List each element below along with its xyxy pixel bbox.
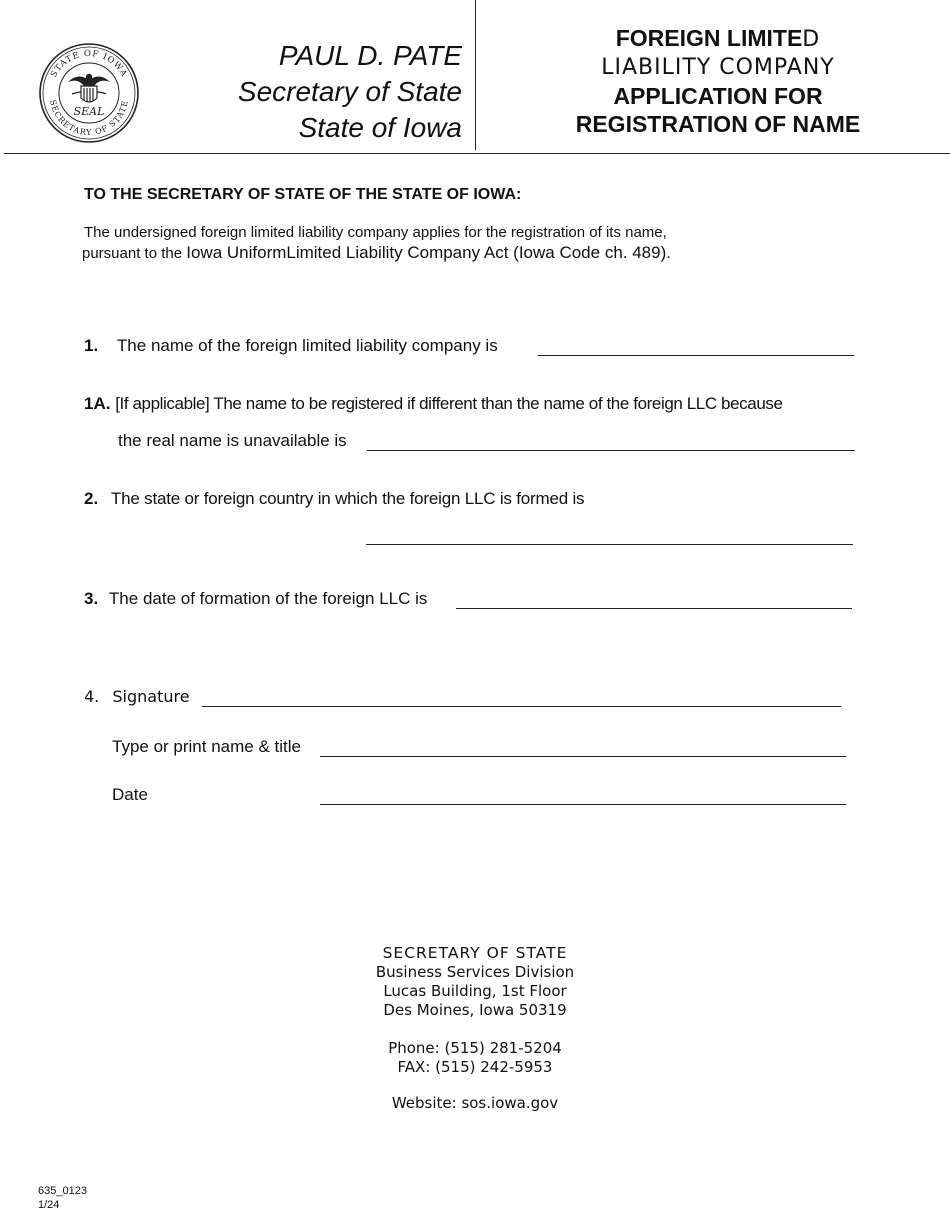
question-3-label: The date of formation of the foreign LLC is <box>108 589 428 608</box>
official-title: Secretary of State <box>237 76 462 107</box>
question-1a: 1A. [If applicable] The name to be registered if different than the name of the foreign LLC because <box>84 394 783 413</box>
state-seal-icon <box>38 42 140 144</box>
jurisdiction: State of Iowa <box>298 112 462 143</box>
svg-text:SEAL: SEAL <box>73 105 105 118</box>
form-title-line3: APPLICATION FOR <box>613 83 823 109</box>
date-label: Date <box>112 785 148 804</box>
formation-state-field[interactable] <box>366 529 853 545</box>
form-title-line4: REGISTRATION OF NAME <box>575 111 861 137</box>
office-fax: FAX: (515) 242-5953 <box>397 1058 553 1076</box>
svg-text:SECRETARY OF STATE: SECRETARY OF STATE <box>48 99 130 138</box>
header-horizontal-divider <box>4 153 950 154</box>
header-vertical-divider <box>475 0 476 150</box>
office-building: Lucas Building, 1st Floor <box>383 982 567 1000</box>
intro-line-2: pursuant to the Iowa UniformLimited Liability Company Act (Iowa Code ch. 489). <box>82 243 671 262</box>
form-revision: 1/24 <box>38 1199 60 1211</box>
question-1a-label-cont: the real name is unavailable is <box>118 431 347 450</box>
registered-name-field[interactable] <box>367 435 855 451</box>
office-city: Des Moines, Iowa 50319 <box>383 1001 567 1019</box>
question-3: 3. The date of formation of the foreign LLC is <box>84 589 428 608</box>
date-field[interactable] <box>320 789 846 805</box>
intro-line-1: The undersigned foreign limited liability company applies for the registration of its name, <box>84 224 667 241</box>
office-name: SECRETARY OF STATE <box>382 944 568 962</box>
llc-name-field[interactable] <box>538 340 854 356</box>
question-2-label: The state or foreign country in which the foreign LLC is formed is <box>110 489 585 508</box>
official-name: PAUL D. PATE <box>278 40 462 71</box>
name-title-label: Type or print name & title <box>112 737 301 756</box>
office-website[interactable]: Website: sos.iowa.gov <box>391 1094 559 1112</box>
svg-text:STATE OF IOWA: STATE OF IOWA <box>49 48 129 80</box>
form-title-line2: LIABILITY COMPANY <box>601 55 835 80</box>
signature-field[interactable] <box>202 691 841 707</box>
question-1-label: The name of the foreign limited liability company is <box>116 336 498 355</box>
question-1: 1. The name of the foreign limited liability company is <box>84 336 498 355</box>
official-block <box>238 38 462 146</box>
question-4: 4. Signature <box>84 687 190 706</box>
form-title-line1-tail: D <box>802 27 821 52</box>
question-2: 2. The state or foreign country in which the foreign LLC is formed is <box>84 489 585 508</box>
form-number-block <box>38 1184 87 1212</box>
addressee: TO THE SECRETARY OF STATE OF THE STATE OF IOWA: <box>84 186 522 203</box>
question-1a-label: [If applicable] The name to be registered if different than the name of the foreign LLC because <box>115 394 783 413</box>
form-number: 635_0123 <box>38 1185 87 1197</box>
office-division: Business Services Division <box>375 963 575 981</box>
office-phone: Phone: (515) 281-5204 <box>388 1039 562 1057</box>
form-title <box>478 24 950 138</box>
name-title-field[interactable] <box>320 741 846 757</box>
office-address <box>0 944 950 1113</box>
signature-label: Signature <box>112 687 190 706</box>
formation-date-field[interactable] <box>456 593 852 609</box>
form-title-line1: FOREIGN LIMITE <box>615 25 803 51</box>
